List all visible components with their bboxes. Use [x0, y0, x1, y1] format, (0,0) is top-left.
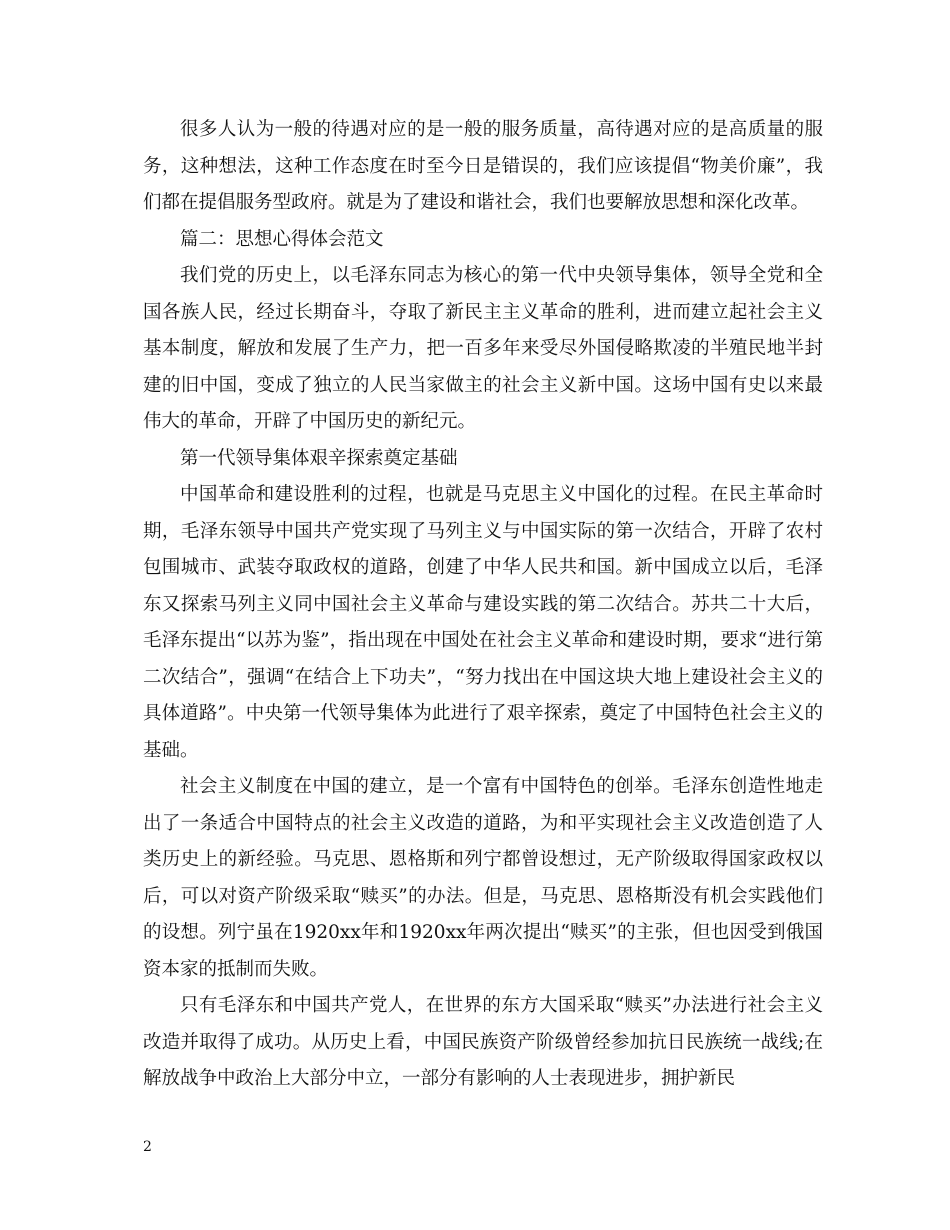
paragraph-redemption-policy: 只有毛泽东和中国共产党人，在世界的东方大国采取“赎买”办法进行社会主义改造并取得了成功。从历史上看，中国民族资产阶级曾经参加抗日民族统一战线;在解放战争中政治上大部分中立，一部分有影响的人士表现进步，拥护新民	[143, 995, 823, 1089]
section-heading-part-two: 篇二：思想心得体会范文	[180, 228, 384, 250]
section-heading-first-generation: 第一代领导集体艰辛探索奠定基础	[180, 447, 458, 469]
paragraph-party-history: 我们党的历史上，以毛泽东同志为核心的第一代中央领导集体，领导全党和全国各族人民，经过长期奋斗，夺取了新民主主义革命的胜利，进而建立起社会主义基本制度，解放和发展了生产力，把一百多年来受尽外国侵略欺凌的半殖民地半封建的旧中国，变成了独立的人民当家做主的社会主义新中国。这场中国有史以来最伟大的革命，开辟了中国历史的新纪元。	[143, 265, 823, 432]
paragraph-service-quality: 很多人认为一般的待遇对应的是一般的服务质量，高待遇对应的是高质量的服务，这种想法，这种工作态度在时至今日是错误的，我们应该提倡“物美价廉”，我们都在提倡服务型政府。就是为了建设和谐社会，我们也要解放思想和深化改革。	[143, 119, 823, 213]
page-number: 2	[143, 1139, 152, 1155]
document-body	[143, 112, 823, 1098]
paragraph-socialist-system: 社会主义制度在中国的建立，是一个富有中国特色的创举。毛泽东创造性地走出了一条适合中国特点的社会主义改造的道路，为和平实现社会主义改造创造了人类历史上的新经验。马克思、恩格斯和列宁都曾设想过，无产阶级取得国家政权以后，可以对资产阶级采取“赎买”的办法。但是，马克思、恩格斯没有机会实践他们的设想。列宁虽在1920xx年和1920xx年两次提出“赎买”的主张，但也因受到俄国资本家的抵制而失败。	[143, 776, 823, 980]
paragraph-sinicization-of-marxism: 中国革命和建设胜利的过程，也就是马克思主义中国化的过程。在民主革命时期，毛泽东领导中国共产党实现了马列主义与中国实际的第一次结合，开辟了农村包围城市、武装夺取政权的道路，创建了中华人民共和国。新中国成立以后，毛泽东又探索马列主义同中国社会主义革命与建设实践的第二次结合。苏共二十大后，毛泽东提出“以苏为鉴”，指出现在中国处在社会主义革命和建设时期，要求“进行第二次结合”，强调“在结合上下功夫”，“努力找出在中国这块大地上建设社会主义的具体道路”。中央第一代领导集体为此进行了艰辛探索，奠定了中国特色社会主义的基础。	[143, 484, 823, 761]
